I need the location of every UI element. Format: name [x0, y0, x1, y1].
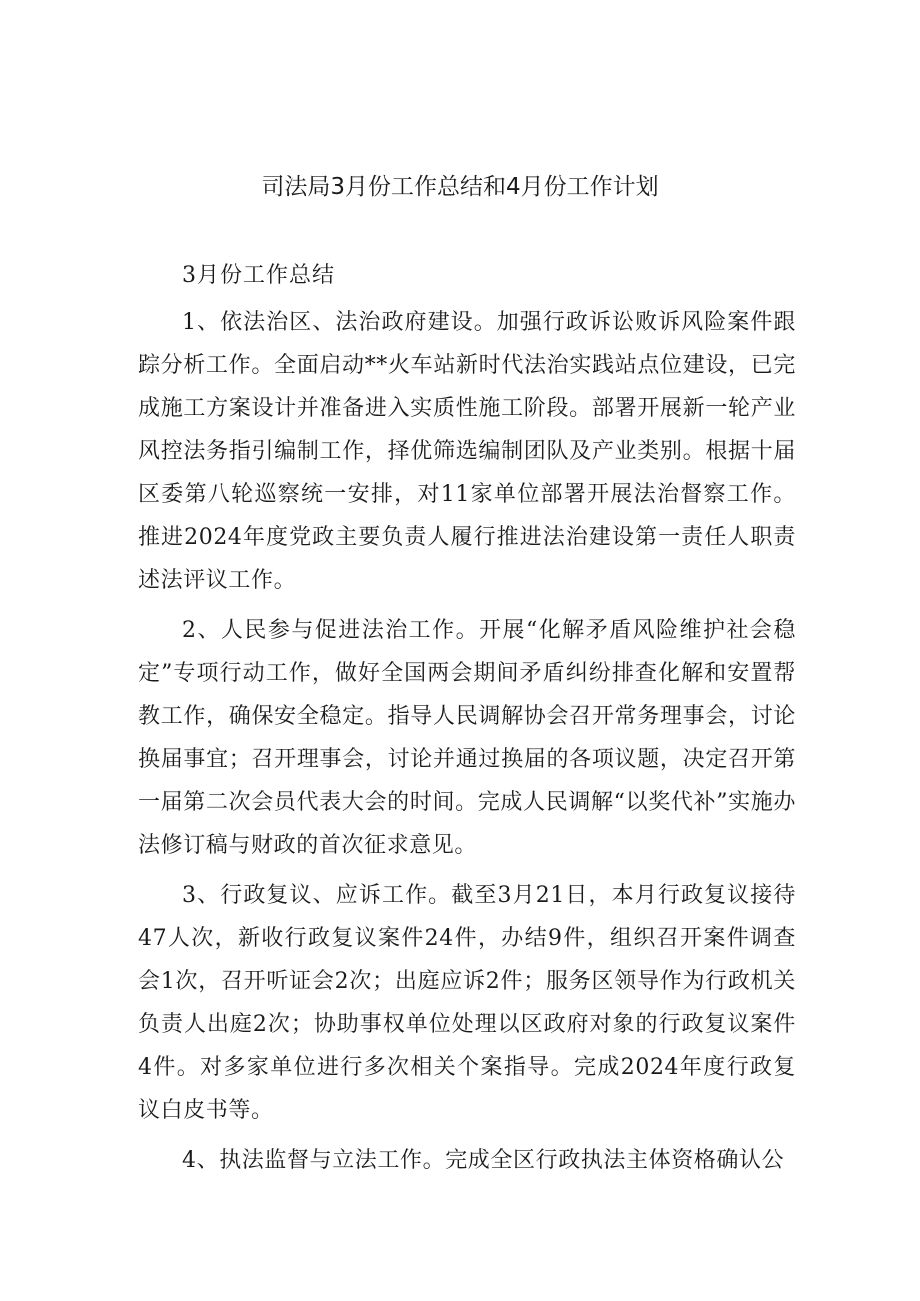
paragraph-4: 4、执法监督与立法工作。完成全区行政执法主体资格确认公 — [182, 1148, 785, 1173]
document-body — [138, 258, 796, 1182]
section-heading: 3月份工作总结 — [182, 263, 335, 288]
paragraph-2: 2、人民参与促进法治工作。开展“化解矛盾风险维护社会稳定”专项行动工作，做好全国两会期间矛盾纠纷排查化解和安置帮教工作，确保安全稳定。指导人民调解协会召开常务理事会，讨论换届事宜；召开理事会，讨论并通过换届的各项议题，决定召开第一届第二次会员代表大会的时间。完成人民调解“以奖代补”实施办法修订稿与财政的首次征求意见。 — [138, 618, 796, 858]
paragraph-1: 1、依法治区、法治政府建设。加强行政诉讼败诉风险案件跟踪分析工作。全面启动**火车站新时代法治实践站点位建设，已完成施工方案设计并准备进入实质性施工阶段。部署开展新一轮产业风控法务指引编制工作，择优筛选编制团队及产业类别。根据十届区委第八轮巡察统一安排，对11家单位部署开展法治督察工作。推进2024年度党政主要负责人履行推进法治建设第一责任人职责述法评议工作。 — [138, 310, 796, 593]
paragraph-3: 3、行政复议、应诉工作。截至3月21日，本月行政复议接待47人次，新收行政复议案件24件，办结9件，组织召开案件调查会1次，召开听证会2次；出庭应诉2件；服务区领导作为行政机关负责人出庭2次；协助事权单位处理以区政府对象的行政复议案件4件。对多家单位进行多次相关个案指导。完成2024年度行政复议白皮书等。 — [138, 883, 796, 1123]
document-title: 司法局3月份工作总结和4月份工作计划 — [261, 174, 659, 200]
